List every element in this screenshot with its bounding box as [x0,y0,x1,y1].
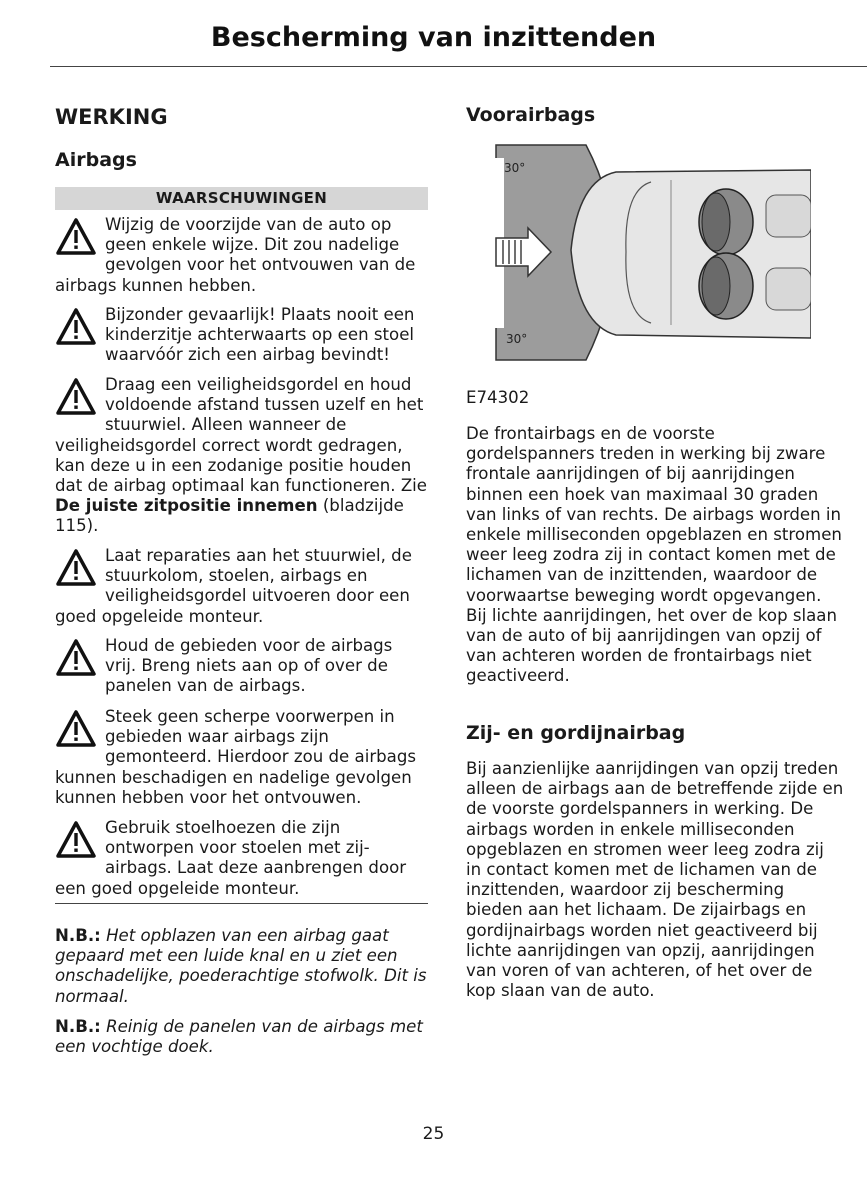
warning-text: Bijzonder gevaarlijk! Plaats nooit een kinderzitje achterwaarts op een stoel waarvóór zich een airbag bevindt! [105,305,415,365]
warning-triangle-icon [55,820,97,860]
warning-text: Wijzig de voorzijde van de auto op geen enkele wijze. Dit zou nadelige gevolgen voor het ontvouwen van de airbags kunnen hebben. [55,215,416,295]
warning-triangle-icon [55,307,97,347]
warning-item [55,546,428,627]
note [55,1017,428,1057]
note-text: Het opblazen van een airbag gaat gepaard met een luide knal en u ziet een onschadelijke, poederachtige stofwolk. Dit is normaal. [55,926,427,1006]
note-text: Reinig de panelen van de airbags met een vochtige doek. [55,1017,423,1057]
section-title: WERKING [55,105,168,129]
warning-triangle-icon [55,709,97,749]
page-number: 25 [422,1124,445,1144]
angle-label-bottom: 30° [506,332,528,346]
side-curtain-airbag-text: Bij aanzienlijke aanrijdingen van opzij treden alleen de airbags aan de betreffende zijde en de voorste gordelspanners in werking. De airbags worden in enkele milliseconden opgeblazen en stromen weer leeg zodra zij in contact komen met de lichamen van de inzittenden, waardoor zij bescherming bieden aan het lichaam. De zijairbags en gordijnairbags worden niet geactiveerd bij lichte aanrijdingen van opzij, aanrijdingen van voren of van achteren, of het over de kop slaan van de auto. [466,759,844,1001]
reference-suffix: (bladzijde 115). [55,496,404,536]
header-rule [50,66,867,67]
warning-text: Houd de gebieden voor de airbags vrij. Breng niets aan op of over de panelen van de airbags. [105,636,393,696]
warnings-heading: WAARSCHUWINGEN [55,187,428,210]
warning-triangle-icon [55,217,97,257]
warning-text-main: Draag een veiligheidsgordel en houd voldoende afstand tussen uzelf en het stuurwiel. Alleen wanneer de veiligheidsgordel correct wordt gedragen, kan deze u in een zodanige positie houden dat de airbag optimaal kan functioneren. [55,375,424,496]
reference-prefix: Zie [400,476,427,496]
warning-item [55,375,428,537]
warning-item [55,305,428,366]
side-curtain-airbag-title: Zij- en gordijnairbag [466,722,686,744]
warning-text: Laat reparaties aan het stuurwiel, de stuurkolom, stoelen, airbags en veiligheidsgordel uitvoeren door een goed opgeleide monteur. [55,546,412,626]
front-airbags-text: De frontairbags en de voorste gordelspanners treden in werking bij zware frontale aanrijdingen of bij aanrijdingen binnen een hoek van maximaal 30 graden van links of van rechts. De airbags worden in enkele milliseconden opgeblazen en stromen weer leeg zodra zij in contact komen met de lichamen van de inzittenden, waardoor de voorwaartse beweging wordt opgevangen. Bij lichte aanrijdingen, het over de kop slaan van de auto of bij aanrijdingen van opzij of van achteren worden de frontairbags niet geactiveerd. [466,424,842,686]
warning-text [55,375,428,537]
warning-text: Gebruik stoelhoezen die zijn ontworpen voor stoelen met zij-airbags. Laat deze aanbrengen door een goed opgeleide monteur. [55,818,407,898]
angle-label-top: 30° [504,161,526,175]
reference-link[interactable]: De juiste zitpositie innemen [55,496,318,516]
note-label: N.B.: [55,1017,101,1036]
note-label: N.B.: [55,926,101,945]
front-airbag-diagram [466,140,811,365]
page-header-title: Bescherming van inzittenden [210,22,657,53]
warning-item [55,818,428,899]
warning-triangle-icon [55,548,97,588]
figure-code: E74302 [466,388,530,407]
warning-triangle-icon [55,377,97,417]
warning-item [55,707,428,808]
warning-text: Steek geen scherpe voorwerpen in gebieden waar airbags zijn gemonteerd. Hierdoor zou de airbags kunnen beschadigen en nadelige gevolgen kunnen hebben voor het ontvouwen. [55,707,417,807]
subsection-title: Airbags [55,149,137,171]
warning-item [55,636,428,697]
front-airbags-title: Voorairbags [466,104,596,126]
car-top-view-icon [571,170,811,338]
note [55,926,428,1007]
warning-triangle-icon [55,638,97,678]
section-divider [55,903,428,904]
warning-item [55,215,428,296]
